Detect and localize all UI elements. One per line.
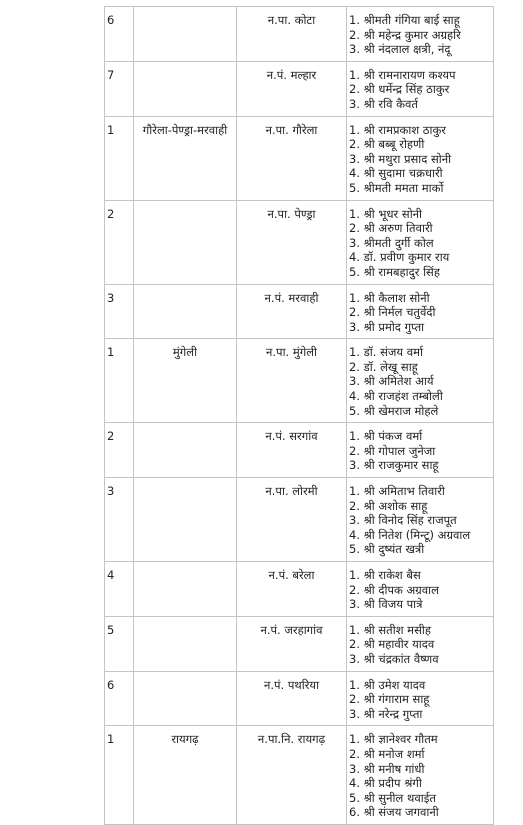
member-name: 1. श्री कैलाश सोनी xyxy=(349,290,430,305)
district-cell xyxy=(134,61,237,116)
member-name: 2. श्री अशोक साहू xyxy=(349,498,428,513)
district-cell xyxy=(134,616,237,671)
civic-body-cell: न.पा. लोरमी xyxy=(237,478,347,562)
table-row xyxy=(105,339,494,423)
member-name: 3. श्री अमितेश आर्य xyxy=(349,374,434,389)
member-name: 6. श्री संजय जगवानी xyxy=(349,805,439,820)
serial-number-cell: 1 xyxy=(105,116,134,200)
civic-body-cell: न.पं. पथरिया xyxy=(237,671,347,726)
member-name: 1. श्री अमिताभ तिवारी xyxy=(349,484,445,499)
table-row xyxy=(105,200,494,284)
member-name: 1. श्री ज्ञानेश्वर गौतम xyxy=(349,732,438,747)
district-cell xyxy=(134,7,237,62)
table-row xyxy=(105,478,494,562)
member-name: 1. श्री रामप्रकाश ठाकुर xyxy=(349,122,446,137)
members-cell xyxy=(347,7,494,62)
members-cell xyxy=(347,478,494,562)
member-name: 3. श्री मथुरा प्रसाद सोनी xyxy=(349,151,452,166)
members-cell xyxy=(347,284,494,339)
serial-number-cell: 1 xyxy=(105,339,134,423)
table-row xyxy=(105,7,494,62)
civic-body-cell: न.पं. बरेला xyxy=(237,562,347,617)
civic-body-cell: न.पा. मुंगेली xyxy=(237,339,347,423)
members-cell xyxy=(347,562,494,617)
member-name: 2. श्री अरुण तिवारी xyxy=(349,221,433,236)
member-name: 5. श्री रामबहादुर सिंह xyxy=(349,264,440,279)
member-name: 3. श्री रवि कैवर्त xyxy=(349,96,418,111)
member-name: 2. श्री गंगाराम साहू xyxy=(349,692,430,707)
serial-number-cell: 2 xyxy=(105,200,134,284)
member-name: 2. श्री दीपक अग्रवाल xyxy=(349,582,439,597)
member-name: 3. श्री प्रमोद गुप्ता xyxy=(349,319,425,334)
civic-body-cell: न.पा. कोटा xyxy=(237,7,347,62)
members-cell xyxy=(347,116,494,200)
serial-number-cell: 6 xyxy=(105,7,134,62)
district-cell xyxy=(134,671,237,726)
district-cell xyxy=(134,478,237,562)
district-cell xyxy=(134,284,237,339)
member-name: 1. श्रीमती गंगिया बाई साहू xyxy=(349,13,460,27)
civic-body-cell: न.पं. मरवाही xyxy=(237,284,347,339)
member-name: 5. श्री खेमराज मोहले xyxy=(349,403,439,418)
members-cell xyxy=(347,200,494,284)
member-name: 2. श्री गोपाल जुनेजा xyxy=(349,443,436,458)
members-cell xyxy=(347,339,494,423)
member-name: 1. डॉ. संजय वर्मा xyxy=(349,345,423,360)
member-name: 4. श्री राजहंश तम्बोली xyxy=(349,389,443,404)
table-row xyxy=(105,562,494,617)
member-name: 3. श्री नंदलाल क्षत्री, नंदू xyxy=(349,42,451,57)
member-name: 2. श्री धर्मेन्द्र सिंह ठाकुर xyxy=(349,82,450,97)
members-cell xyxy=(347,671,494,726)
member-name: 4. डॉ. प्रवीण कुमार राय xyxy=(349,250,450,265)
member-name: 3. श्री नरेन्द्र गुप्ता xyxy=(349,706,423,721)
serial-number-cell: 5 xyxy=(105,616,134,671)
serial-number-cell: 3 xyxy=(105,478,134,562)
member-name: 5. श्रीमती ममता मार्को xyxy=(349,180,444,195)
member-name: 4. श्री प्रदीप श्रंगी xyxy=(349,776,422,791)
table-row xyxy=(105,61,494,116)
district-cell xyxy=(134,423,237,478)
district-cell: मुंगेली xyxy=(134,339,237,423)
member-name: 3. श्री विनोद सिंह राजपूत xyxy=(349,513,457,528)
civic-body-cell: न.पं. मल्हार xyxy=(237,61,347,116)
member-name: 2. डॉ. लेखू साहू xyxy=(349,359,418,374)
district-cell xyxy=(134,200,237,284)
serial-number-cell: 2 xyxy=(105,423,134,478)
civic-body-cell: न.पा.नि. रायगढ़ xyxy=(237,726,347,825)
civic-body-cell: न.पं. सरगांव xyxy=(237,423,347,478)
members-cell xyxy=(347,61,494,116)
member-name: 4. श्री नितेश (मिन्टू) अग्रवाल xyxy=(349,527,471,542)
members-table xyxy=(104,6,494,825)
member-name: 1. श्री राकेश बैस xyxy=(349,568,421,582)
district-cell xyxy=(134,562,237,617)
member-name: 1. श्री सतीश मसीह xyxy=(349,622,431,637)
members-cell xyxy=(347,423,494,478)
civic-body-cell: न.पं. जरहागांव xyxy=(237,616,347,671)
table-row xyxy=(105,616,494,671)
members-table-body xyxy=(105,7,494,825)
table-row xyxy=(105,726,494,825)
member-name: 1. श्री पंकज वर्मा xyxy=(349,429,423,444)
district-cell: रायगढ़ xyxy=(134,726,237,825)
member-name: 3. श्री विजय पात्रे xyxy=(349,597,423,612)
member-name: 4. श्री सुदामा चक्रधारी xyxy=(349,166,443,181)
table-row xyxy=(105,116,494,200)
member-name: 1. श्री रामनारायण कश्यप xyxy=(349,67,456,82)
members-cell xyxy=(347,616,494,671)
member-name: 2. श्री मनोज शर्मा xyxy=(349,746,425,761)
serial-number-cell: 7 xyxy=(105,61,134,116)
civic-body-cell: न.पा. पेण्ड्रा xyxy=(237,200,347,284)
member-name: 3. श्री मनीष गांधी xyxy=(349,761,425,776)
civic-body-cell: न.पा. गौरेला xyxy=(237,116,347,200)
member-name: 3. श्री चंद्रकांत वैष्णव xyxy=(349,651,439,666)
member-name: 1. श्री भूधर सोनी xyxy=(349,206,423,221)
member-name: 2. श्री महावीर यादव xyxy=(349,637,435,652)
table-row xyxy=(105,284,494,339)
member-name: 5. श्री दुष्यंत खत्री xyxy=(349,542,425,557)
member-name: 5. श्री सुनील थवाईत xyxy=(349,790,436,805)
member-name: 2. श्री महेन्द्र कुमार अग्रहरि xyxy=(349,27,461,42)
serial-number-cell: 4 xyxy=(105,562,134,617)
member-name: 1. श्री उमेश यादव xyxy=(349,677,426,692)
serial-number-cell: 6 xyxy=(105,671,134,726)
table-row xyxy=(105,423,494,478)
members-cell xyxy=(347,726,494,825)
member-name: 2. श्री बब्बू रोहणी xyxy=(349,137,425,152)
serial-number-cell: 1 xyxy=(105,726,134,825)
table-row xyxy=(105,671,494,726)
member-name: 3. श्रीमती दुर्गी कोल xyxy=(349,235,434,250)
district-cell: गौरेला-पेण्ड्रा-मरवाही xyxy=(134,116,237,200)
serial-number-cell: 3 xyxy=(105,284,134,339)
member-name: 3. श्री राजकुमार साहू xyxy=(349,458,439,473)
member-name: 2. श्री निर्मल चतुर्वेदी xyxy=(349,305,436,320)
